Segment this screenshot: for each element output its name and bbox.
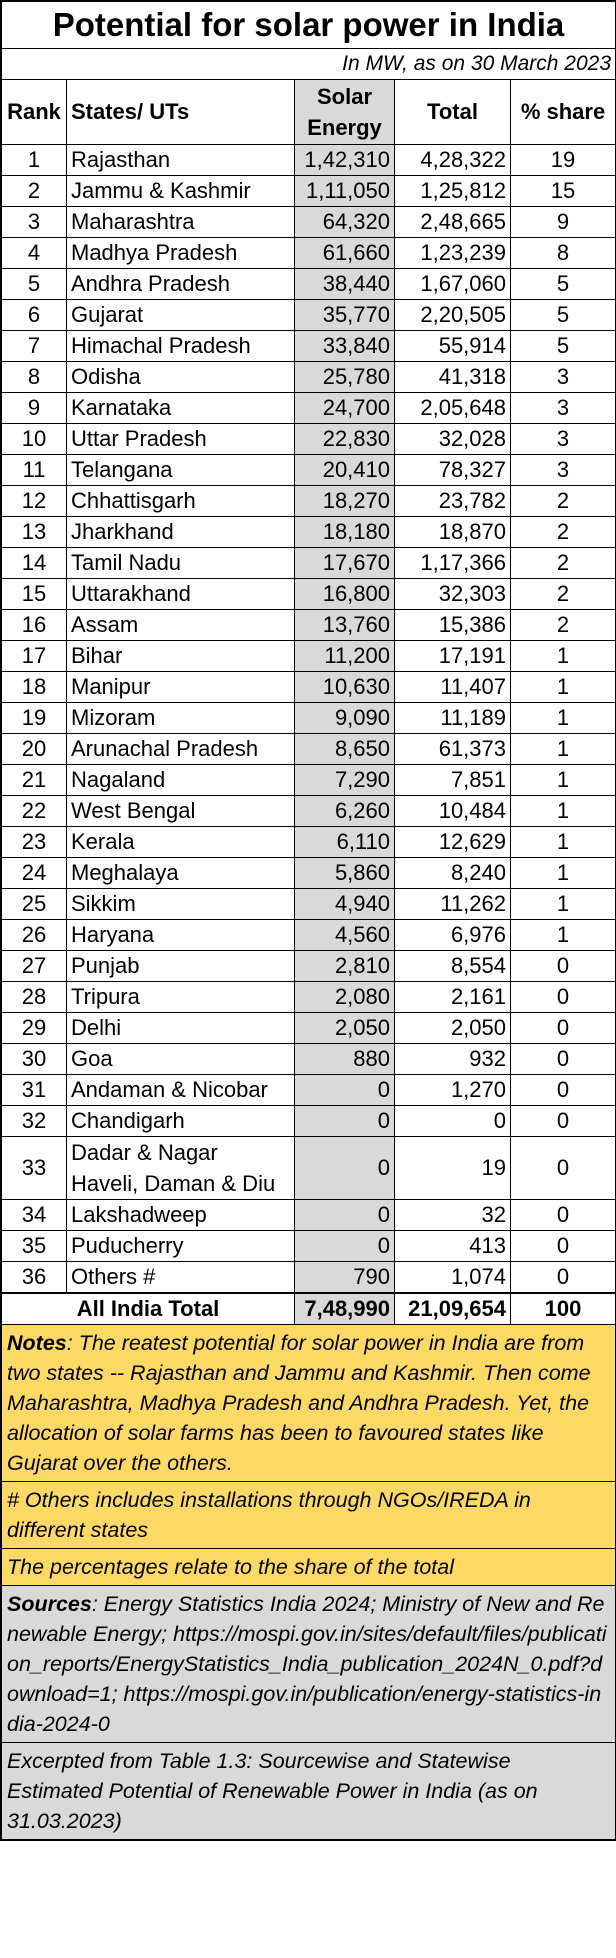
table-row [2, 827, 616, 858]
state-cell: Uttar Pradesh [67, 424, 295, 455]
rank-cell: 26 [2, 920, 67, 951]
total-cell: 1,17,366 [395, 548, 511, 579]
solar-cell: 7,290 [295, 765, 395, 796]
solar-cell: 2,080 [295, 982, 395, 1013]
total-cell: 2,05,648 [395, 393, 511, 424]
share-cell: 1 [511, 641, 616, 672]
state-cell: Puducherry [67, 1231, 295, 1262]
solar-cell: 1,42,310 [295, 145, 395, 176]
table-row [2, 300, 616, 331]
share-cell: 9 [511, 207, 616, 238]
total-solar: 7,48,990 [295, 1294, 395, 1325]
total-cell: 15,386 [395, 610, 511, 641]
state-cell: Rajasthan [67, 145, 295, 176]
share-cell: 0 [511, 982, 616, 1013]
share-cell: 2 [511, 548, 616, 579]
table-row [2, 765, 616, 796]
share-cell: 0 [511, 1106, 616, 1137]
state-cell: Chhattisgarh [67, 486, 295, 517]
state-cell: Dadar & Nagar Haveli, Daman & Diu [67, 1137, 295, 1200]
share-cell: 2 [511, 486, 616, 517]
state-cell: Jharkhand [67, 517, 295, 548]
table-row [2, 1137, 616, 1200]
table-row [2, 269, 616, 300]
share-cell: 19 [511, 145, 616, 176]
sources-box [2, 1586, 616, 1743]
solar-cell: 25,780 [295, 362, 395, 393]
solar-cell: 0 [295, 1137, 395, 1200]
total-cell: 11,407 [395, 672, 511, 703]
solar-cell: 2,050 [295, 1013, 395, 1044]
solar-cell: 2,810 [295, 951, 395, 982]
rank-cell: 7 [2, 331, 67, 362]
state-cell: Tamil Nadu [67, 548, 295, 579]
share-cell: 1 [511, 672, 616, 703]
total-cell: 41,318 [395, 362, 511, 393]
solar-cell: 18,180 [295, 517, 395, 548]
solar-cell: 33,840 [295, 331, 395, 362]
solar-cell: 0 [295, 1200, 395, 1231]
share-cell: 0 [511, 1231, 616, 1262]
state-cell: Punjab [67, 951, 295, 982]
rank-cell: 23 [2, 827, 67, 858]
table-row [2, 1075, 616, 1106]
state-cell: Telangana [67, 455, 295, 486]
total-cell: 19 [395, 1137, 511, 1200]
state-cell: Maharashtra [67, 207, 295, 238]
share-cell: 1 [511, 920, 616, 951]
share-cell: 1 [511, 765, 616, 796]
table-row [2, 796, 616, 827]
total-cell: 2,48,665 [395, 207, 511, 238]
share-cell: 2 [511, 517, 616, 548]
total-cell: 1,23,239 [395, 238, 511, 269]
rank-cell: 32 [2, 1106, 67, 1137]
total-label: All India Total [2, 1294, 295, 1325]
sources-text: : Energy Statistics India 2024; Ministry of New and Renewable Energy; https://mospi.gov.in/sites/default/files/publication_reports/EnergyStatistics_India_publication_2024N_0.pdf?download=1; https://mospi.gov.in/publication/energy-statistics-india-2024-0 [7, 1592, 607, 1736]
solar-cell: 13,760 [295, 610, 395, 641]
state-cell: Manipur [67, 672, 295, 703]
rank-cell: 16 [2, 610, 67, 641]
state-cell: Nagaland [67, 765, 295, 796]
solar-cell: 38,440 [295, 269, 395, 300]
table-row [2, 951, 616, 982]
header-rank: Rank [2, 80, 67, 145]
share-cell: 0 [511, 1137, 616, 1200]
share-cell: 0 [511, 1013, 616, 1044]
others-note: # Others includes installations through NGOs/IREDA in different states [2, 1482, 616, 1549]
share-cell: 0 [511, 1200, 616, 1231]
total-cell: 932 [395, 1044, 511, 1075]
excerpt-note: Excerpted from Table 1.3: Sourcewise and Statewise Estimated Potential of Renewable Power in India (as on 31.03.2023) [2, 1743, 616, 1840]
rank-cell: 24 [2, 858, 67, 889]
rank-cell: 4 [2, 238, 67, 269]
state-cell: Chandigarh [67, 1106, 295, 1137]
state-cell: Uttarakhand [67, 579, 295, 610]
rank-cell: 12 [2, 486, 67, 517]
sources-label: Sources [7, 1592, 92, 1616]
table-row [2, 889, 616, 920]
state-cell: West Bengal [67, 796, 295, 827]
header-solar: Solar Energy [295, 80, 395, 145]
total-cell: 413 [395, 1231, 511, 1262]
solar-cell: 6,260 [295, 796, 395, 827]
total-cell: 2,161 [395, 982, 511, 1013]
state-cell: Karnataka [67, 393, 295, 424]
table-row [2, 734, 616, 765]
table-row [2, 145, 616, 176]
state-cell: Andhra Pradesh [67, 269, 295, 300]
total-cell: 2,050 [395, 1013, 511, 1044]
solar-cell: 24,700 [295, 393, 395, 424]
total-cell: 1,25,812 [395, 176, 511, 207]
table-row [2, 1262, 616, 1293]
total-cell: 1,67,060 [395, 269, 511, 300]
state-cell: Bihar [67, 641, 295, 672]
percentages-note: The percentages relate to the share of the total [2, 1549, 616, 1586]
solar-cell: 17,670 [295, 548, 395, 579]
total-cell: 78,327 [395, 455, 511, 486]
state-cell: Lakshadweep [67, 1200, 295, 1231]
header-share: % share [511, 80, 616, 145]
table-row [2, 1106, 616, 1137]
solar-cell: 35,770 [295, 300, 395, 331]
table-row [2, 176, 616, 207]
rank-cell: 15 [2, 579, 67, 610]
state-cell: Meghalaya [67, 858, 295, 889]
total-total: 21,09,654 [395, 1294, 511, 1325]
total-cell: 1,074 [395, 1262, 511, 1293]
rank-cell: 35 [2, 1231, 67, 1262]
notes-box [2, 1325, 616, 1482]
rank-cell: 6 [2, 300, 67, 331]
share-cell: 5 [511, 269, 616, 300]
state-cell: Odisha [67, 362, 295, 393]
solar-cell: 0 [295, 1075, 395, 1106]
notes-text: : The reatest potential for solar power in India are from two states -- Rajasthan and Jammu and Kashmir. Then come Maharashtra, Madhya Pradesh and Andhra Pradesh. Yet, the allocation of solar farms has been to favoured states like Gujarat over the others. [7, 1331, 591, 1475]
state-cell: Jammu & Kashmir [67, 176, 295, 207]
rank-cell: 18 [2, 672, 67, 703]
total-cell: 6,976 [395, 920, 511, 951]
table-row [2, 424, 616, 455]
total-cell: 8,554 [395, 951, 511, 982]
table-row [2, 331, 616, 362]
solar-cell: 8,650 [295, 734, 395, 765]
state-cell: Delhi [67, 1013, 295, 1044]
total-cell: 17,191 [395, 641, 511, 672]
share-cell: 15 [511, 176, 616, 207]
total-cell: 18,870 [395, 517, 511, 548]
share-cell: 1 [511, 796, 616, 827]
solar-cell: 1,11,050 [295, 176, 395, 207]
state-cell: Andaman & Nicobar [67, 1075, 295, 1106]
table-row [2, 455, 616, 486]
total-cell: 10,484 [395, 796, 511, 827]
header-row [2, 80, 616, 145]
state-cell: Sikkim [67, 889, 295, 920]
table-row [2, 1231, 616, 1262]
table-row [2, 1200, 616, 1231]
table-row [2, 641, 616, 672]
solar-cell: 4,940 [295, 889, 395, 920]
state-cell: Kerala [67, 827, 295, 858]
rank-cell: 14 [2, 548, 67, 579]
table-row [2, 672, 616, 703]
rank-cell: 31 [2, 1075, 67, 1106]
solar-cell: 16,800 [295, 579, 395, 610]
total-cell: 1,270 [395, 1075, 511, 1106]
share-cell: 0 [511, 1075, 616, 1106]
state-cell: Himachal Pradesh [67, 331, 295, 362]
rank-cell: 5 [2, 269, 67, 300]
share-cell: 3 [511, 424, 616, 455]
share-cell: 8 [511, 238, 616, 269]
state-cell: Arunachal Pradesh [67, 734, 295, 765]
share-cell: 0 [511, 1044, 616, 1075]
share-cell: 3 [511, 455, 616, 486]
total-and-notes [1, 1293, 616, 1840]
total-cell: 0 [395, 1106, 511, 1137]
header-state: States/ UTs [67, 80, 295, 145]
table-row [2, 920, 616, 951]
table-row [2, 362, 616, 393]
total-cell: 11,189 [395, 703, 511, 734]
solar-cell: 61,660 [295, 238, 395, 269]
share-cell: 2 [511, 610, 616, 641]
solar-cell: 5,860 [295, 858, 395, 889]
rank-cell: 25 [2, 889, 67, 920]
total-share: 100 [511, 1294, 616, 1325]
solar-cell: 0 [295, 1106, 395, 1137]
share-cell: 3 [511, 393, 616, 424]
solar-cell: 6,110 [295, 827, 395, 858]
rank-cell: 20 [2, 734, 67, 765]
state-cell: Goa [67, 1044, 295, 1075]
total-cell: 61,373 [395, 734, 511, 765]
share-cell: 0 [511, 951, 616, 982]
notes-label: Notes [7, 1331, 67, 1355]
table-row [2, 517, 616, 548]
share-cell: 0 [511, 1262, 616, 1293]
units-subtitle: In MW, as on 30 March 2023 [2, 49, 616, 80]
table-row [2, 393, 616, 424]
solar-potential-table [1, 1, 616, 1293]
rank-cell: 33 [2, 1137, 67, 1200]
total-cell: 4,28,322 [395, 145, 511, 176]
rank-cell: 29 [2, 1013, 67, 1044]
share-cell: 1 [511, 858, 616, 889]
rank-cell: 27 [2, 951, 67, 982]
state-cell: Madhya Pradesh [67, 238, 295, 269]
rank-cell: 9 [2, 393, 67, 424]
share-cell: 1 [511, 734, 616, 765]
table-row [2, 548, 616, 579]
table-row [2, 703, 616, 734]
rank-cell: 11 [2, 455, 67, 486]
solar-cell: 790 [295, 1262, 395, 1293]
share-cell: 1 [511, 827, 616, 858]
solar-cell: 880 [295, 1044, 395, 1075]
total-cell: 2,20,505 [395, 300, 511, 331]
state-cell: Assam [67, 610, 295, 641]
table-row [2, 238, 616, 269]
solar-cell: 10,630 [295, 672, 395, 703]
state-cell: Mizoram [67, 703, 295, 734]
rank-cell: 10 [2, 424, 67, 455]
table-row [2, 1044, 616, 1075]
state-cell: Others # [67, 1262, 295, 1293]
rank-cell: 19 [2, 703, 67, 734]
share-cell: 5 [511, 300, 616, 331]
table-row [2, 610, 616, 641]
table-row [2, 207, 616, 238]
total-cell: 55,914 [395, 331, 511, 362]
total-cell: 32 [395, 1200, 511, 1231]
rank-cell: 36 [2, 1262, 67, 1293]
state-cell: Haryana [67, 920, 295, 951]
rank-cell: 17 [2, 641, 67, 672]
rank-cell: 34 [2, 1200, 67, 1231]
solar-cell: 22,830 [295, 424, 395, 455]
table-row [2, 1013, 616, 1044]
header-total: Total [395, 80, 511, 145]
state-cell: Tripura [67, 982, 295, 1013]
rank-cell: 3 [2, 207, 67, 238]
state-cell: Gujarat [67, 300, 295, 331]
rank-cell: 21 [2, 765, 67, 796]
rank-cell: 2 [2, 176, 67, 207]
table-row [2, 486, 616, 517]
rank-cell: 28 [2, 982, 67, 1013]
rank-cell: 22 [2, 796, 67, 827]
total-cell: 11,262 [395, 889, 511, 920]
total-cell: 32,303 [395, 579, 511, 610]
rank-cell: 8 [2, 362, 67, 393]
rank-cell: 13 [2, 517, 67, 548]
rank-cell: 1 [2, 145, 67, 176]
solar-cell: 18,270 [295, 486, 395, 517]
solar-cell: 9,090 [295, 703, 395, 734]
share-cell: 3 [511, 362, 616, 393]
share-cell: 2 [511, 579, 616, 610]
page-title: Potential for solar power in India [2, 2, 616, 49]
total-row [2, 1294, 616, 1325]
solar-cell: 11,200 [295, 641, 395, 672]
total-cell: 12,629 [395, 827, 511, 858]
total-cell: 7,851 [395, 765, 511, 796]
table-row [2, 982, 616, 1013]
share-cell: 5 [511, 331, 616, 362]
solar-cell: 64,320 [295, 207, 395, 238]
total-cell: 8,240 [395, 858, 511, 889]
share-cell: 1 [511, 703, 616, 734]
rank-cell: 30 [2, 1044, 67, 1075]
table-row [2, 579, 616, 610]
share-cell: 1 [511, 889, 616, 920]
table-row [2, 858, 616, 889]
solar-cell: 0 [295, 1231, 395, 1262]
total-cell: 32,028 [395, 424, 511, 455]
solar-cell: 20,410 [295, 455, 395, 486]
solar-cell: 4,560 [295, 920, 395, 951]
total-cell: 23,782 [395, 486, 511, 517]
